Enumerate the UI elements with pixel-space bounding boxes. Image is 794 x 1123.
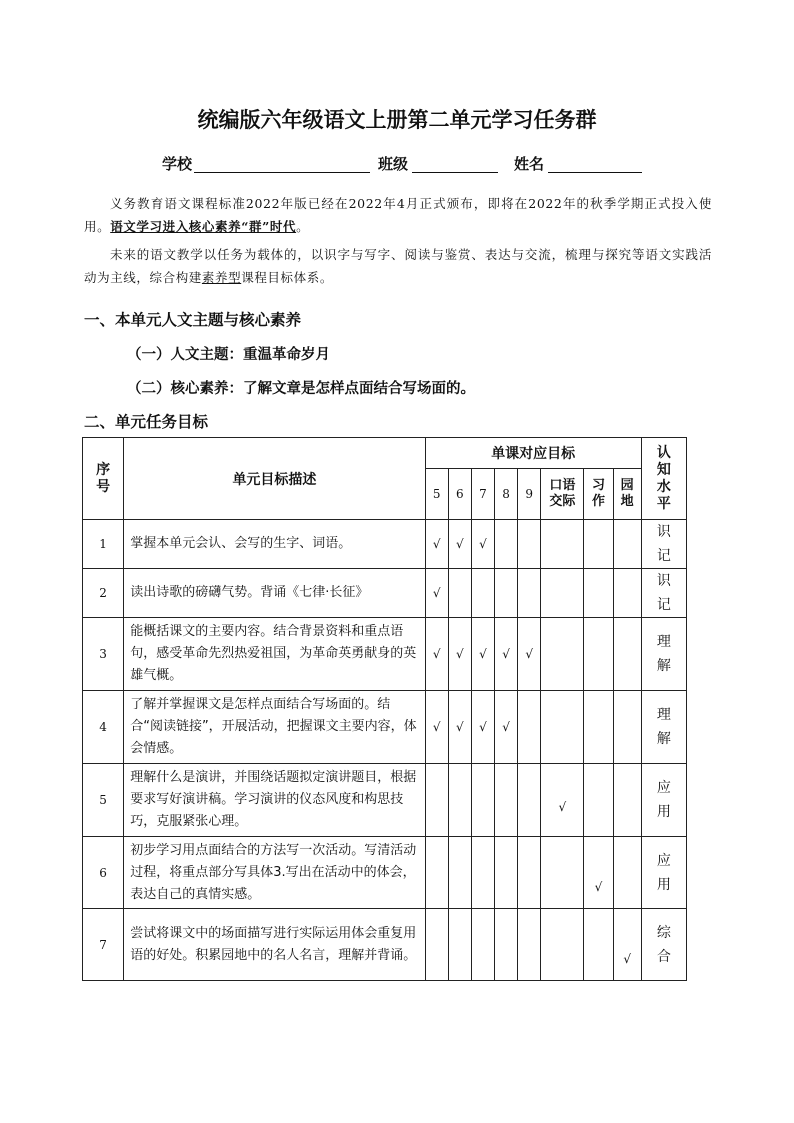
empty-cell bbox=[518, 764, 541, 837]
empty-cell bbox=[613, 520, 641, 569]
check-mark: √ bbox=[471, 618, 494, 691]
row-description: 了解并掌握课文是怎样点面结合写场面的。结合“阅读链接”，开展活动，把握课文主要内容，体会情感。 bbox=[124, 691, 425, 764]
empty-cell bbox=[584, 764, 613, 837]
row-seq: 7 bbox=[83, 909, 124, 981]
table-row bbox=[83, 569, 687, 618]
lesson-col-header: 习作 bbox=[584, 469, 613, 520]
check-mark: √ bbox=[425, 691, 448, 764]
table-row bbox=[83, 837, 687, 909]
row-description: 尝试将课文中的场面描写进行实际运用体会重复用语的好处。积累园地中的名人名言，理解并背诵。 bbox=[124, 909, 425, 981]
check-mark: √ bbox=[425, 618, 448, 691]
level-header: 认知水平 bbox=[641, 438, 686, 520]
empty-cell bbox=[541, 691, 584, 764]
empty-cell bbox=[425, 909, 448, 981]
row-seq: 2 bbox=[83, 569, 124, 618]
intro-p2-end: 课程目标体系。 bbox=[241, 270, 333, 285]
empty-cell bbox=[448, 569, 471, 618]
row-description: 能概括课文的主要内容。结合背景资料和重点语句，感受革命先烈热爱祖国，为革命英勇献身的英雄气概。 bbox=[124, 618, 425, 691]
check-mark: √ bbox=[425, 569, 448, 618]
table-row bbox=[83, 691, 687, 764]
row-seq: 6 bbox=[83, 837, 124, 909]
check-mark: √ bbox=[448, 691, 471, 764]
empty-cell bbox=[448, 764, 471, 837]
empty-cell bbox=[518, 569, 541, 618]
desc-header: 单元目标描述 bbox=[124, 438, 425, 520]
empty-cell bbox=[471, 764, 494, 837]
intro-paragraph-2 bbox=[84, 243, 712, 289]
task-objectives-table bbox=[82, 437, 687, 981]
table-row bbox=[83, 618, 687, 691]
check-mark: √ bbox=[518, 618, 541, 691]
empty-cell bbox=[584, 691, 613, 764]
intro-p2-text: 未来的语文教学以任务为载体的，以识字与写字、阅读与鉴赏、表达与交流，梳理与探究等语文实践活动为主线，综合构建 bbox=[84, 247, 712, 285]
cognitive-level: 应用 bbox=[641, 837, 686, 909]
lesson-group-header: 单课对应目标 bbox=[425, 438, 641, 469]
row-description: 读出诗歌的磅礴气势。背诵《七律·长征》 bbox=[124, 569, 425, 618]
cognitive-level: 综合 bbox=[641, 909, 686, 981]
empty-cell bbox=[584, 618, 613, 691]
cognitive-level: 理解 bbox=[641, 618, 686, 691]
school-field[interactable] bbox=[194, 172, 370, 173]
page-title: 统编版六年级语文上册第二单元学习任务群 bbox=[197, 108, 597, 132]
check-mark: √ bbox=[448, 520, 471, 569]
empty-cell bbox=[448, 909, 471, 981]
lesson-col-header: 8 bbox=[495, 469, 518, 520]
check-mark: √ bbox=[613, 909, 641, 981]
row-seq: 1 bbox=[83, 520, 124, 569]
lesson-col-header: 7 bbox=[471, 469, 494, 520]
empty-cell bbox=[541, 837, 584, 909]
lesson-col-header: 6 bbox=[448, 469, 471, 520]
empty-cell bbox=[471, 837, 494, 909]
table-row bbox=[83, 520, 687, 569]
check-mark: √ bbox=[448, 618, 471, 691]
cognitive-level: 理解 bbox=[641, 691, 686, 764]
check-mark: √ bbox=[541, 764, 584, 837]
empty-cell bbox=[425, 837, 448, 909]
row-description: 掌握本单元会认、会写的生字、词语。 bbox=[124, 520, 425, 569]
intro-paragraph-1 bbox=[84, 192, 712, 238]
intro-p1-text: 义务教育语文课程标准2022年版已经在2022年4月正式颁布，即将在2022年的秋季学期正式投入使用。 bbox=[84, 196, 712, 234]
check-mark: √ bbox=[584, 837, 613, 909]
empty-cell bbox=[541, 520, 584, 569]
name-label: 姓名 bbox=[514, 155, 545, 173]
empty-cell bbox=[495, 569, 518, 618]
lesson-col-header: 5 bbox=[425, 469, 448, 520]
empty-cell bbox=[584, 909, 613, 981]
section-1-heading: 一、本单元人文主题与核心素养 bbox=[84, 311, 302, 329]
empty-cell bbox=[613, 618, 641, 691]
check-mark: √ bbox=[495, 691, 518, 764]
empty-cell bbox=[495, 837, 518, 909]
row-description: 初步学习用点面结合的方法写一次活动。写清活动过程，将重点部分写具体3.写出在活动中的体会，表达自己的真情实感。 bbox=[124, 837, 425, 909]
row-seq: 3 bbox=[83, 618, 124, 691]
empty-cell bbox=[541, 909, 584, 981]
seq-header: 序号 bbox=[83, 438, 124, 520]
empty-cell bbox=[584, 569, 613, 618]
empty-cell bbox=[613, 764, 641, 837]
cognitive-level: 识记 bbox=[641, 520, 686, 569]
empty-cell bbox=[541, 618, 584, 691]
empty-cell bbox=[518, 837, 541, 909]
empty-cell bbox=[495, 909, 518, 981]
cognitive-level: 应用 bbox=[641, 764, 686, 837]
row-description: 理解什么是演讲，并围绕话题拟定演讲题目，根据要求写好演讲稿。学习演讲的仪态风度和构思技巧，克服紧张心理。 bbox=[124, 764, 425, 837]
check-mark: √ bbox=[471, 691, 494, 764]
empty-cell bbox=[518, 691, 541, 764]
intro-p2-underlined: 素养型 bbox=[201, 270, 242, 285]
empty-cell bbox=[541, 569, 584, 618]
row-seq: 4 bbox=[83, 691, 124, 764]
table-row bbox=[83, 764, 687, 837]
empty-cell bbox=[613, 837, 641, 909]
check-mark: √ bbox=[471, 520, 494, 569]
lesson-col-header: 9 bbox=[518, 469, 541, 520]
school-label: 学校 bbox=[162, 155, 193, 173]
check-mark: √ bbox=[495, 618, 518, 691]
intro-p1-end: 。 bbox=[296, 219, 310, 234]
lesson-col-header: 园地 bbox=[613, 469, 641, 520]
empty-cell bbox=[471, 909, 494, 981]
empty-cell bbox=[495, 764, 518, 837]
humanistic-theme: （一）人文主题：重温革命岁月 bbox=[127, 347, 330, 363]
empty-cell bbox=[613, 569, 641, 618]
check-mark: √ bbox=[425, 520, 448, 569]
lesson-col-header: 口语交际 bbox=[541, 469, 584, 520]
empty-cell bbox=[518, 520, 541, 569]
empty-cell bbox=[613, 691, 641, 764]
core-literacy: （二）核心素养：了解文章是怎样点面结合写场面的。 bbox=[127, 381, 475, 397]
empty-cell bbox=[471, 569, 494, 618]
row-seq: 5 bbox=[83, 764, 124, 837]
intro-p1-emphasis: 语文学习进入核心素养“群”时代 bbox=[110, 219, 297, 234]
empty-cell bbox=[518, 909, 541, 981]
table-row bbox=[83, 909, 687, 981]
cognitive-level: 识记 bbox=[641, 569, 686, 618]
empty-cell bbox=[425, 764, 448, 837]
class-label: 班级 bbox=[378, 155, 409, 173]
name-field[interactable] bbox=[548, 172, 642, 173]
class-field[interactable] bbox=[412, 172, 498, 173]
empty-cell bbox=[495, 520, 518, 569]
section-2-heading: 二、单元任务目标 bbox=[84, 413, 209, 431]
empty-cell bbox=[584, 520, 613, 569]
empty-cell bbox=[448, 837, 471, 909]
